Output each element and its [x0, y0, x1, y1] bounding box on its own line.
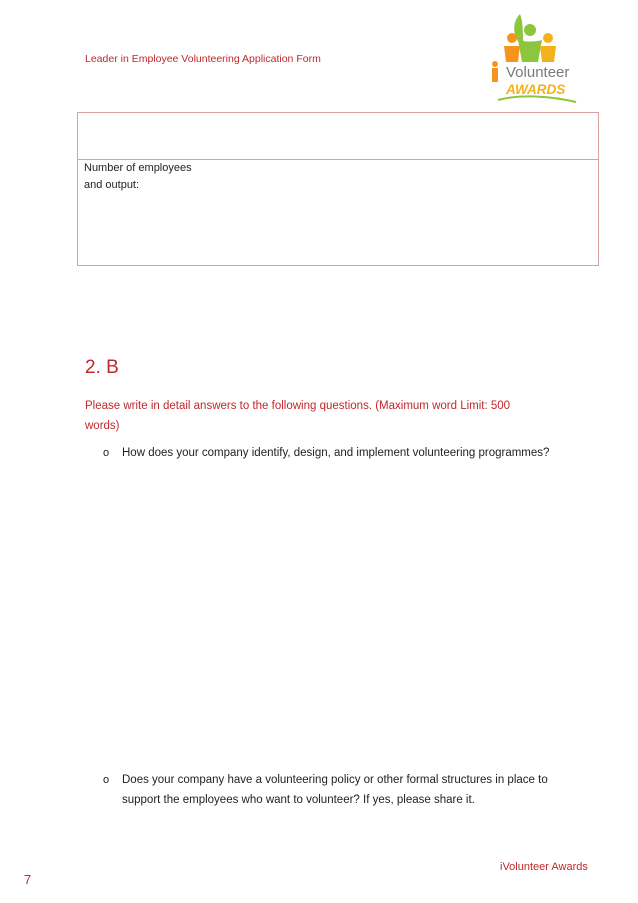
question-item: [103, 444, 553, 484]
table-label-number-of-employees: Number of employees: [84, 162, 192, 174]
ivolunteer-awards-logo: [480, 12, 580, 104]
table-row-divider: [78, 159, 598, 160]
section-instructions: Please write in detail answers to the following questions. (Maximum word Limit: 500 words): [85, 400, 511, 432]
table-label-output: and output:: [84, 179, 140, 191]
logo-text-awards: AWARDS: [506, 82, 566, 97]
page-header-title: Leader in Employee Volunteering Application Form: [85, 53, 321, 65]
question-text: Does your company have a volunteering policy or other formal structures in place to support the employees who want to volunteer? If yes, please share it.: [122, 774, 548, 806]
bullet-icon: o: [103, 774, 110, 786]
bullet-icon: o: [103, 447, 110, 459]
section-title: 2. B: [85, 357, 119, 378]
footer-text: iVolunteer Awards: [500, 861, 588, 873]
page-number: 7: [24, 872, 32, 887]
employee-output-table: [77, 112, 599, 266]
logo-text-volunteer: Volunteer: [506, 64, 570, 81]
question-text: How does your company identify, design, and implement volunteering programmes?: [122, 447, 550, 459]
question-item: [103, 771, 553, 811]
